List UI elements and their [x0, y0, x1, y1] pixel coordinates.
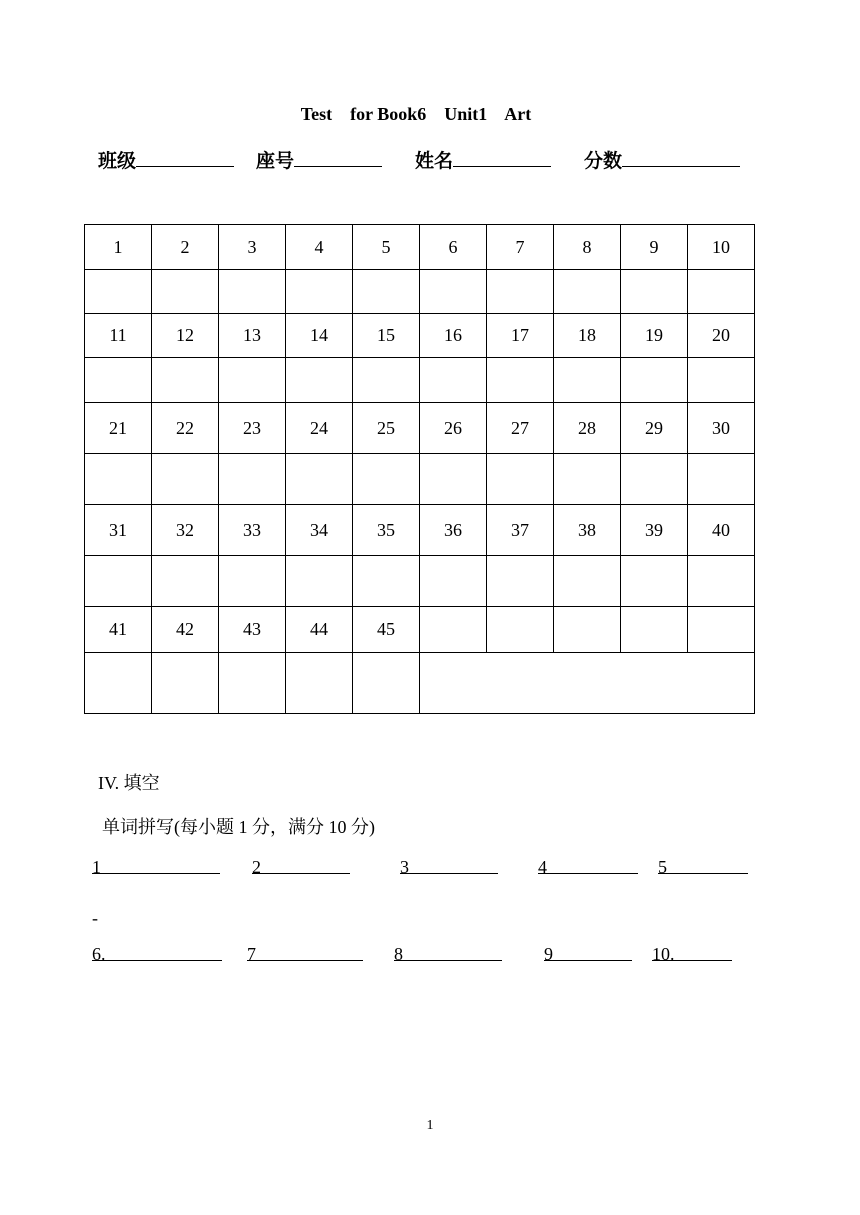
number-cell: 24 — [286, 403, 353, 454]
answer-cell[interactable] — [286, 556, 353, 607]
answer-cell[interactable] — [219, 270, 286, 314]
number-cell: 18 — [554, 314, 621, 358]
number-cell: 4 — [286, 225, 353, 270]
number-cell: 32 — [152, 505, 219, 556]
fill-blank[interactable] — [247, 944, 363, 961]
answer-cell[interactable] — [353, 270, 420, 314]
fill-blank[interactable] — [394, 944, 502, 961]
answer-cell[interactable] — [152, 358, 219, 403]
answer-row — [85, 270, 755, 314]
number-cell: 42 — [152, 607, 219, 653]
empty-cell — [554, 607, 621, 653]
number-cell: 2 — [152, 225, 219, 270]
fill-blank[interactable] — [400, 857, 498, 874]
number-cell: 11 — [85, 314, 152, 358]
number-cell: 36 — [420, 505, 487, 556]
number-row — [85, 403, 755, 454]
answer-cell[interactable] — [420, 556, 487, 607]
answer-cell[interactable] — [487, 358, 554, 403]
blank-number: 5 — [658, 857, 667, 877]
number-cell: 34 — [286, 505, 353, 556]
number-cell: 30 — [688, 403, 755, 454]
number-row — [85, 505, 755, 556]
blank-number: 4 — [538, 857, 547, 877]
answer-cell[interactable] — [219, 653, 286, 714]
name-field — [415, 146, 551, 173]
blank-number: 1 — [92, 857, 101, 877]
number-cell: 19 — [621, 314, 688, 358]
seat-label: 座号 — [256, 151, 295, 172]
number-cell: 9 — [621, 225, 688, 270]
number-cell: 39 — [621, 505, 688, 556]
blank-number: 8 — [394, 944, 403, 964]
score-label: 分数 — [584, 151, 623, 172]
answer-cell[interactable] — [219, 556, 286, 607]
merged-empty-cell — [420, 653, 755, 714]
blank-number: 6. — [92, 944, 106, 964]
fill-blank[interactable] — [92, 857, 220, 874]
empty-cell — [688, 607, 755, 653]
fill-blank[interactable] — [544, 944, 632, 961]
number-cell: 5 — [353, 225, 420, 270]
answer-cell[interactable] — [286, 358, 353, 403]
empty-cell — [487, 607, 554, 653]
page-title: Test for Book6 Unit1 Art — [300, 104, 532, 124]
answer-cell[interactable] — [353, 358, 420, 403]
answer-cell[interactable] — [554, 358, 621, 403]
answer-cell[interactable] — [621, 270, 688, 314]
answer-row — [85, 358, 755, 403]
answer-cell[interactable] — [85, 358, 152, 403]
fill-blank[interactable] — [658, 857, 748, 874]
number-cell: 37 — [487, 505, 554, 556]
number-cell: 44 — [286, 607, 353, 653]
number-row — [85, 607, 755, 653]
number-cell: 26 — [420, 403, 487, 454]
class-blank[interactable] — [136, 146, 234, 167]
answer-cell[interactable] — [420, 358, 487, 403]
fill-blank[interactable] — [538, 857, 638, 874]
answer-cell[interactable] — [487, 556, 554, 607]
number-cell: 10 — [688, 225, 755, 270]
number-row — [85, 225, 755, 270]
number-cell: 16 — [420, 314, 487, 358]
number-cell: 23 — [219, 403, 286, 454]
class-label: 班级 — [98, 151, 137, 172]
answer-cell[interactable] — [85, 653, 152, 714]
number-cell: 17 — [487, 314, 554, 358]
answer-cell[interactable] — [621, 454, 688, 505]
fill-blank[interactable] — [652, 944, 732, 961]
blank-number: 9 — [544, 944, 553, 964]
answer-cell[interactable] — [621, 556, 688, 607]
number-cell: 14 — [286, 314, 353, 358]
blank-number: 7 — [247, 944, 256, 964]
number-cell: 40 — [688, 505, 755, 556]
seat-field — [256, 146, 382, 173]
answer-cell[interactable] — [85, 556, 152, 607]
seat-blank[interactable] — [294, 146, 382, 167]
number-cell: 45 — [353, 607, 420, 653]
number-cell: 12 — [152, 314, 219, 358]
number-cell: 41 — [85, 607, 152, 653]
page-number: 1 — [426, 1118, 434, 1133]
answer-cell[interactable] — [487, 270, 554, 314]
answer-cell[interactable] — [688, 270, 755, 314]
blank-number: 2 — [252, 857, 261, 877]
fill-blank[interactable] — [92, 944, 222, 961]
answer-cell[interactable] — [152, 270, 219, 314]
number-cell: 22 — [152, 403, 219, 454]
number-cell: 35 — [353, 505, 420, 556]
name-blank[interactable] — [453, 146, 551, 167]
blank-number: 10. — [652, 944, 675, 964]
answer-cell[interactable] — [621, 358, 688, 403]
answer-cell[interactable] — [219, 358, 286, 403]
number-cell: 3 — [219, 225, 286, 270]
number-cell: 8 — [554, 225, 621, 270]
answer-cell[interactable] — [420, 270, 487, 314]
number-cell: 20 — [688, 314, 755, 358]
answer-cell[interactable] — [554, 270, 621, 314]
answer-cell[interactable] — [353, 556, 420, 607]
score-field — [584, 146, 740, 173]
answer-row — [85, 653, 755, 714]
answer-cell[interactable] — [152, 653, 219, 714]
number-cell: 21 — [85, 403, 152, 454]
answer-cell[interactable] — [554, 556, 621, 607]
section-heading: IV. 填空 — [98, 773, 160, 793]
answer-cell[interactable] — [554, 454, 621, 505]
answer-row — [85, 454, 755, 505]
number-cell: 28 — [554, 403, 621, 454]
name-label: 姓名 — [415, 151, 454, 172]
number-cell: 27 — [487, 403, 554, 454]
empty-cell — [420, 607, 487, 653]
answer-cell[interactable] — [85, 270, 152, 314]
number-cell: 13 — [219, 314, 286, 358]
number-cell: 25 — [353, 403, 420, 454]
number-row — [85, 314, 755, 358]
answer-cell[interactable] — [487, 454, 554, 505]
number-cell: 6 — [420, 225, 487, 270]
answer-cell[interactable] — [353, 653, 420, 714]
section-subheading: 单词拼写(每小题 1 分，满分 10 分) — [102, 817, 375, 837]
number-cell: 29 — [621, 403, 688, 454]
answer-cell[interactable] — [286, 270, 353, 314]
answer-cell[interactable] — [286, 653, 353, 714]
answer-cell[interactable] — [286, 454, 353, 505]
fill-blank[interactable] — [252, 857, 350, 874]
answer-row — [85, 556, 755, 607]
answer-cell[interactable] — [152, 556, 219, 607]
answer-cell[interactable] — [152, 454, 219, 505]
number-cell: 1 — [85, 225, 152, 270]
empty-cell — [621, 607, 688, 653]
answer-grid — [84, 224, 755, 714]
answer-cell[interactable] — [688, 454, 755, 505]
blank-number: 3 — [400, 857, 409, 877]
answer-cell[interactable] — [219, 454, 286, 505]
answer-cell[interactable] — [688, 358, 755, 403]
score-blank[interactable] — [622, 146, 740, 167]
class-field — [98, 146, 234, 173]
number-cell: 33 — [219, 505, 286, 556]
answer-cell[interactable] — [353, 454, 420, 505]
answer-cell[interactable] — [688, 556, 755, 607]
number-cell: 15 — [353, 314, 420, 358]
answer-cell[interactable] — [85, 454, 152, 505]
number-cell: 43 — [219, 607, 286, 653]
number-cell: 7 — [487, 225, 554, 270]
number-cell: 31 — [85, 505, 152, 556]
number-cell: 38 — [554, 505, 621, 556]
answer-cell[interactable] — [420, 454, 487, 505]
dash-mark: - — [92, 908, 98, 928]
